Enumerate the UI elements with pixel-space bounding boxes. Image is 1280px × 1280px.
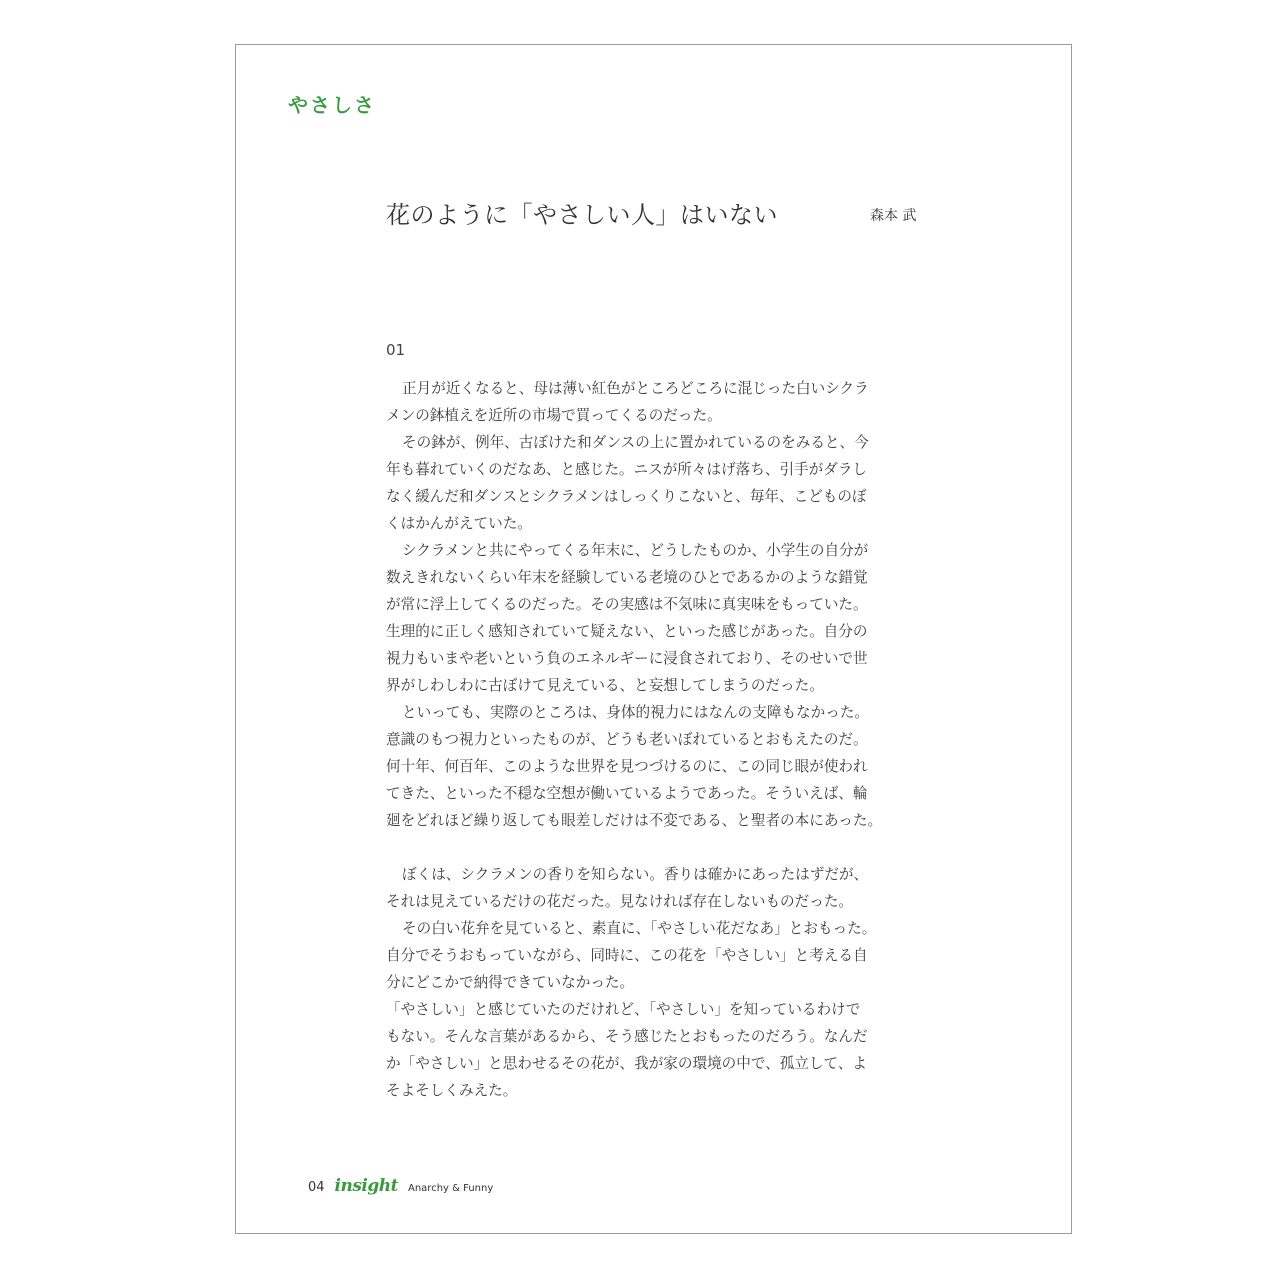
section-label: やさしさ	[288, 93, 376, 117]
text-line: 何十年、何百年、このような世界を見つづけるのに、この同じ眼が使われ	[386, 758, 868, 775]
author-name: 森本 武	[870, 208, 917, 224]
text-line: メンの鉢植えを近所の市場で買ってくるのだった。	[386, 407, 722, 424]
text-line: 廻をどれほど繰り返しても眼差しだけは不変である、と聖者の本にあった。	[386, 812, 883, 829]
text-line: 分にどこかで納得できていなかった。	[386, 974, 635, 991]
chapter-number: 01	[386, 341, 406, 359]
magazine-tagline: Anarchy & Funny	[408, 1183, 494, 1194]
text-line: そよそしくみえた。	[386, 1082, 518, 1099]
text-line: 「やさしい」と感じていたのだけれど、「やさしい」を知っているわけで	[386, 1001, 861, 1018]
text-line: 視力もいまや老いという負のエネルギーに浸食されており、そのせいで世	[386, 650, 868, 667]
paragraph	[386, 537, 926, 699]
text-line: 意識のもつ視力といったものが、どうも老いぼれているとおもえたのだ。	[386, 731, 868, 748]
paragraph	[386, 915, 926, 996]
text-line: もない。そんな言葉があるから、そう感じたとおもったのだろう。なんだ	[386, 1028, 868, 1045]
paragraph	[386, 429, 926, 537]
paragraph	[386, 996, 926, 1104]
paragraph	[386, 375, 926, 429]
article-title: 花のように「やさしい人」はいない	[386, 201, 778, 229]
paragraph	[386, 861, 926, 915]
paragraph	[386, 699, 926, 834]
text-line: 界がしわしわに古ぼけて見えている、と妄想してしまうのだった。	[386, 677, 824, 694]
text-line: くはかんがえていた。	[386, 515, 532, 532]
text-line: 自分でそうおもっていながら、同時に、この花を「やさしい」と考える自	[386, 947, 868, 964]
page-number: 04	[308, 1180, 325, 1195]
text-line: てきた、といった不穏な空想が働いているようであった。そういえば、輪	[386, 785, 868, 802]
text-line: が常に浮上してくるのだった。その実感は不気味に真実味をもっていた。	[386, 596, 868, 613]
document-page	[235, 44, 1072, 1234]
paragraph-gap	[386, 834, 926, 861]
article-body	[386, 375, 926, 1104]
text-line: 数えきれないくらい年末を経験している老境のひとであるかのような錯覚	[386, 569, 868, 586]
text-line: それは見えているだけの花だった。見なければ存在しないものだった。	[386, 893, 854, 910]
page-footer	[308, 1176, 493, 1196]
text-line: 正月が近くなると、母は薄い紅色がところどころに混じった白いシクラ	[402, 380, 869, 397]
text-line: シクラメンと共にやってくる年末に、どうしたものか、小学生の自分が	[402, 542, 869, 559]
text-line: なく緩んだ和ダンスとシクラメンはしっくりこないと、毎年、こどものぼ	[386, 488, 867, 505]
text-line: その鉢が、例年、古ぼけた和ダンスの上に置かれているのをみると、今	[402, 434, 869, 451]
text-line: 生理的に正しく感知されていて疑えない、といった感じがあった。自分の	[386, 623, 868, 640]
insight-logo: insight	[334, 1176, 398, 1196]
text-line: といっても、実際のところは、身体的視力にはなんの支障もなかった。	[402, 704, 870, 721]
text-line: その白い花弁を見ていると、素直に、「やさしい花だなあ」とおもった。	[402, 920, 877, 937]
text-line: ぼくは、シクラメンの香りを知らない。香りは確かにあったはずだが、	[402, 866, 869, 883]
text-line: か「やさしい」と思わせるその花が、我が家の環境の中で、孤立して、よ	[386, 1055, 868, 1072]
text-line: 年も暮れていくのだなあ、と感じた。ニスが所々はげ落ち、引手がダラし	[386, 461, 868, 478]
